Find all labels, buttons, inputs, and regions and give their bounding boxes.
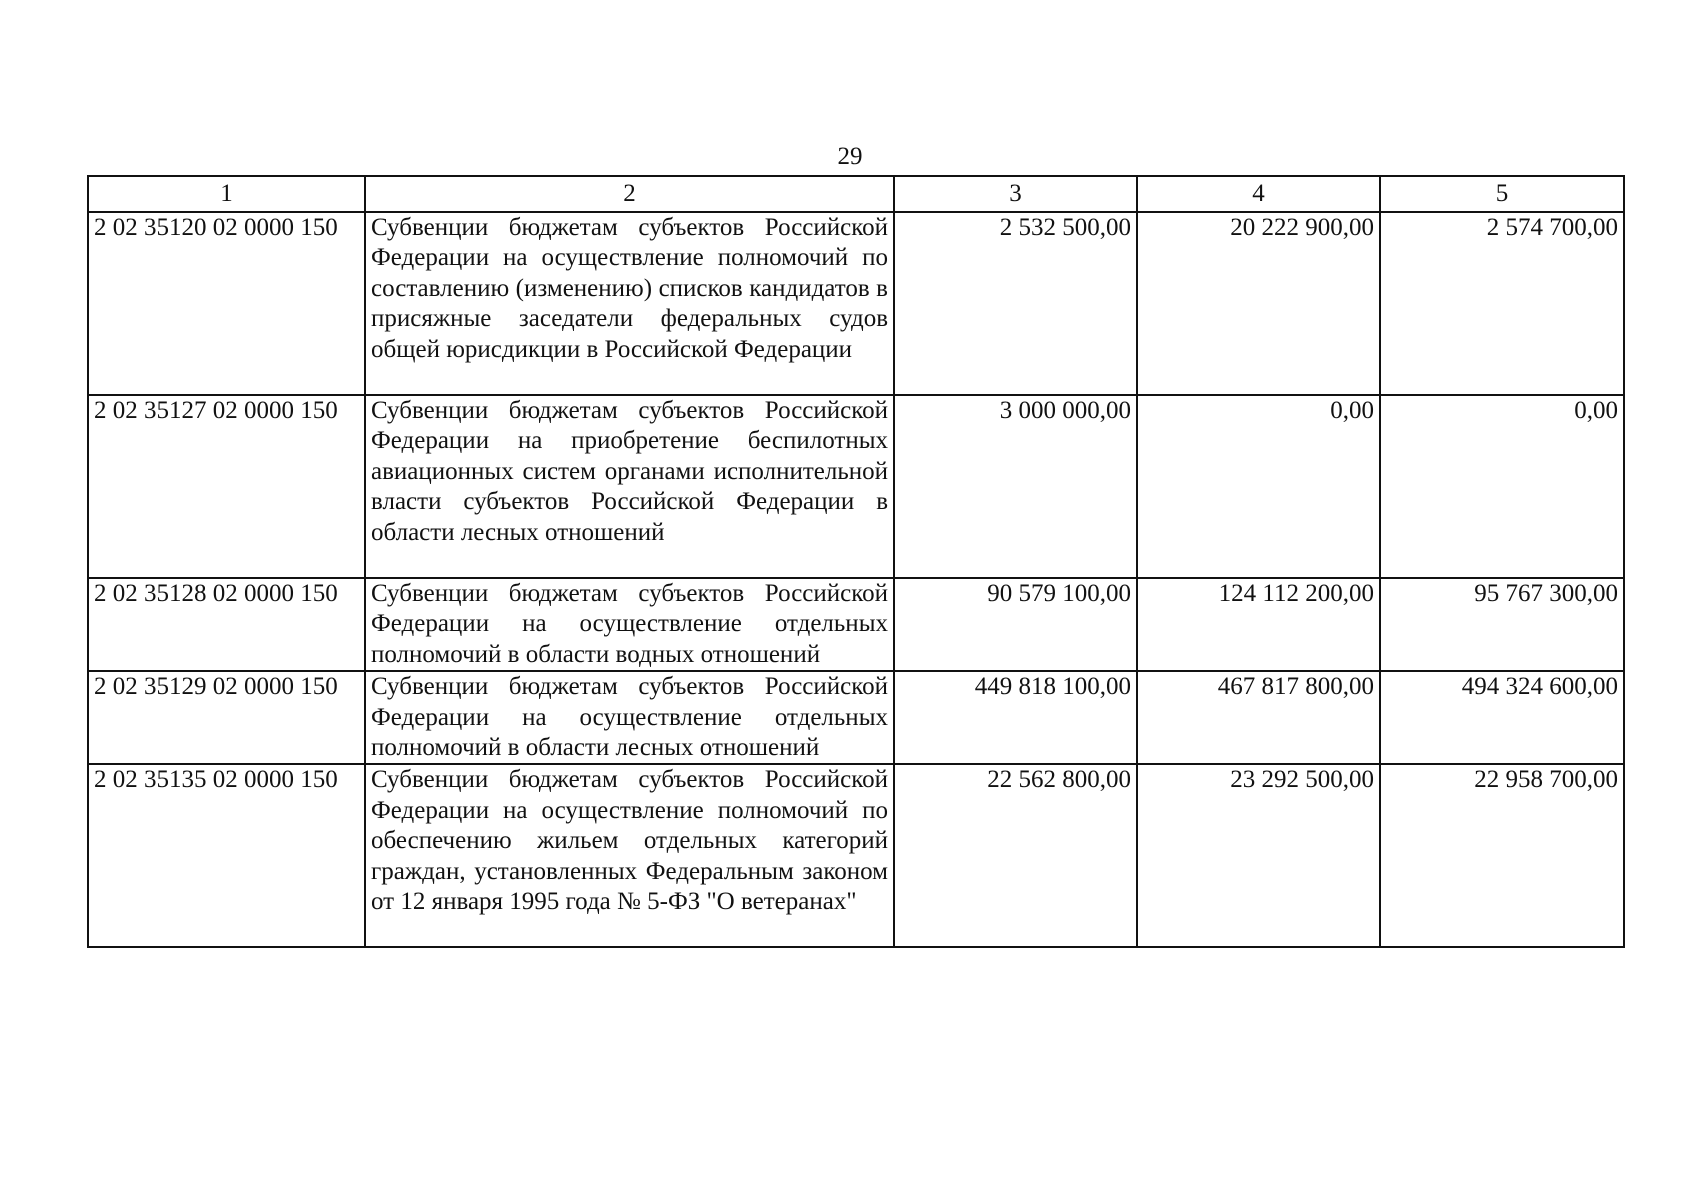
amount-col-3: 449 818 100,00 — [894, 671, 1137, 764]
amount-col-4: 124 112 200,00 — [1137, 578, 1380, 671]
row-description: Субвенции бюджетам субъектов Российской Федерации на осуществление отдельных полномочий в области водных отношений — [365, 578, 894, 671]
amount-col-5: 95 767 300,00 — [1380, 578, 1624, 671]
row-description: Субвенции бюджетам субъектов Российской Федерации на приобретение беспилотных авиационных систем органами исполнительной власти субъектов Российской Федерации в области лесных отношений — [365, 395, 894, 578]
amount-col-4: 20 222 900,00 — [1137, 212, 1380, 395]
amount-col-3: 2 532 500,00 — [894, 212, 1137, 395]
amount-col-5: 2 574 700,00 — [1380, 212, 1624, 395]
row-description: Субвенции бюджетам субъектов Российской Федерации на осуществление отдельных полномочий в области лесных отношений — [365, 671, 894, 764]
header-row — [88, 176, 1624, 212]
table-body — [88, 212, 1624, 947]
table-row — [88, 395, 1624, 578]
page-number: 29 — [837, 143, 863, 170]
budget-code: 2 02 35129 02 0000 150 — [88, 671, 365, 764]
budget-code: 2 02 35128 02 0000 150 — [88, 578, 365, 671]
amount-col-3: 3 000 000,00 — [894, 395, 1137, 578]
table-row — [88, 578, 1624, 671]
amount-col-4: 467 817 800,00 — [1137, 671, 1380, 764]
column-header-2: 2 — [365, 176, 894, 212]
column-header-1: 1 — [88, 176, 365, 212]
column-header-5: 5 — [1380, 176, 1624, 212]
amount-col-5: 494 324 600,00 — [1380, 671, 1624, 764]
amount-col-3: 22 562 800,00 — [894, 764, 1137, 947]
amount-col-5: 22 958 700,00 — [1380, 764, 1624, 947]
budget-code: 2 02 35135 02 0000 150 — [88, 764, 365, 947]
row-description: Субвенции бюджетам субъектов Российской Федерации на осуществление полномочий по составлению (изменению) списков кандидатов в присяжные заседатели федеральных судов общей юрисдикции в Российской Федерации — [365, 212, 894, 395]
table-row — [88, 671, 1624, 764]
table-row — [88, 212, 1624, 395]
budget-code: 2 02 35120 02 0000 150 — [88, 212, 365, 395]
row-description: Субвенции бюджетам субъектов Российской Федерации на осуществление полномочий по обеспечению жильем отдельных категорий граждан, установленных Федеральным законом от 12 января 1995 года № 5-ФЗ "О ветеранах" — [365, 764, 894, 947]
table-header — [88, 176, 1624, 212]
column-header-3: 3 — [894, 176, 1137, 212]
column-header-4: 4 — [1137, 176, 1380, 212]
amount-col-4: 23 292 500,00 — [1137, 764, 1380, 947]
table-row — [88, 764, 1624, 947]
budget-table — [87, 175, 1625, 948]
amount-col-5: 0,00 — [1380, 395, 1624, 578]
amount-col-4: 0,00 — [1137, 395, 1380, 578]
amount-col-3: 90 579 100,00 — [894, 578, 1137, 671]
budget-code: 2 02 35127 02 0000 150 — [88, 395, 365, 578]
